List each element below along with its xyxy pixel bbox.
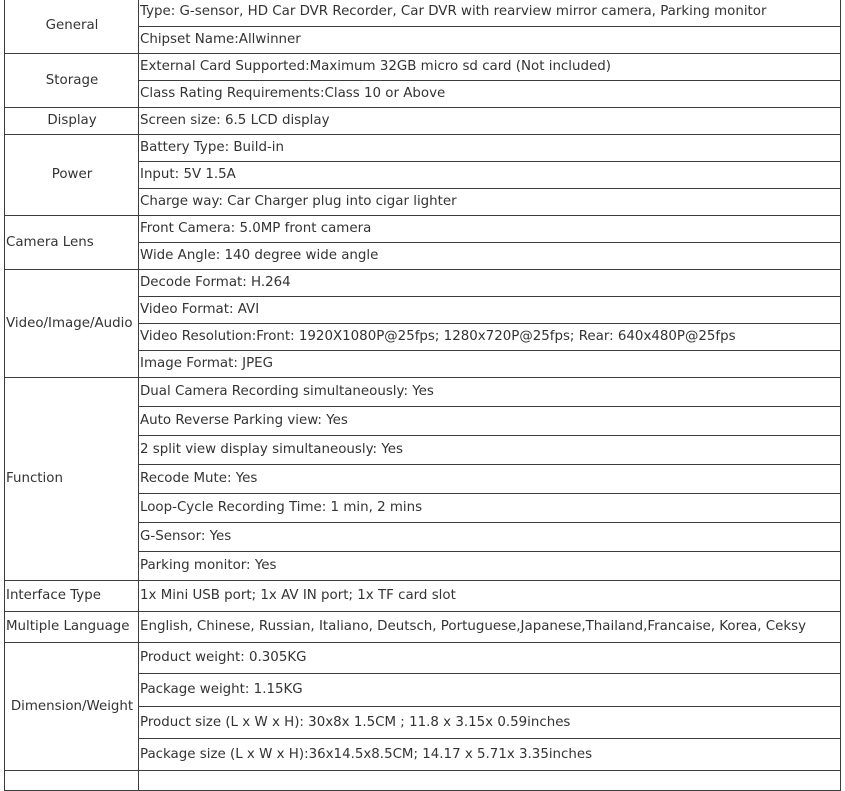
category-cell: Dimension/Weight [5, 643, 139, 771]
spec-value-cell: Input: 5V 1.5A [139, 162, 841, 189]
spec-value-cell: Video Format: AVI [139, 297, 841, 324]
spec-value-cell: Dual Camera Recording simultaneously: Yes [139, 378, 841, 407]
table-row [5, 54, 841, 81]
spec-value-cell: Class Rating Requirements:Class 10 or Above [139, 81, 841, 108]
spec-value-cell: Image Format: JPEG [139, 351, 841, 378]
category-cell: Display [5, 108, 139, 135]
table-row [5, 643, 841, 674]
spec-value-cell: Recode Mute: Yes [139, 465, 841, 494]
spec-value-cell: Decode Format: H.264 [139, 270, 841, 297]
category-cell: Camera Lens [5, 216, 139, 270]
spec-value-cell: Product weight: 0.305KG [139, 643, 841, 674]
spec-value-cell: Parking monitor: Yes [139, 552, 841, 581]
spec-value-cell: English, Chinese, Russian, Italiano, Deutsch, Portuguese,Japanese,Thailand,Francaise, Korea, Ceksy [139, 612, 841, 643]
table-row [5, 270, 841, 297]
spec-value-cell: External Card Supported:Maximum 32GB micro sd card (Not included) [139, 54, 841, 81]
table-row [5, 135, 841, 162]
spec-value-cell: 1x Mini USB port; 1x AV IN port; 1x TF card slot [139, 581, 841, 612]
category-cell: Multiple Language [5, 612, 139, 643]
spec-value-cell: Product size (L x W x H): 30x8x 1.5CM ; 11.8 x 3.15x 0.59inches [139, 707, 841, 739]
spec-value-cell: Screen size: 6.5 LCD display [139, 108, 841, 135]
table-row [5, 612, 841, 643]
table-row [5, 378, 841, 407]
table-row [5, 216, 841, 243]
spec-value-cell: Type: G-sensor, HD Car DVR Recorder, Car DVR with rearview mirror camera, Parking monitor [139, 0, 841, 27]
category-cell: Function [5, 378, 139, 581]
spec-value-cell: Front Camera: 5.0MP front camera [139, 216, 841, 243]
spec-value-cell: Wide Angle: 140 degree wide angle [139, 243, 841, 270]
spec-value-cell: Loop-Cycle Recording Time: 1 min, 2 mins [139, 494, 841, 523]
spec-value-cell: Auto Reverse Parking view: Yes [139, 407, 841, 436]
table-row [5, 581, 841, 612]
category-cell: General [5, 0, 139, 54]
spec-value-cell: Charge way: Car Charger plug into cigar lighter [139, 189, 841, 216]
category-cell: Interface Type [5, 581, 139, 612]
spec-value-cell: Video Resolution:Front: 1920X1080P@25fps; 1280x720P@25fps; Rear: 640x480P@25fps [139, 324, 841, 351]
spec-value-cell: Battery Type: Build-in [139, 135, 841, 162]
category-cell: Power [5, 135, 139, 216]
spec-table [4, 0, 841, 791]
spec-value-cell: Package weight: 1.15KG [139, 674, 841, 707]
table-row [5, 0, 841, 27]
spec-value-cell: Package size (L x W x H):36x14.5x8.5CM; 14.17 x 5.71x 3.35inches [139, 739, 841, 771]
spec-value-cell: 2 split view display simultaneously: Yes [139, 436, 841, 465]
spec-value-cell: Chipset Name:Allwinner [139, 27, 841, 54]
table-row [5, 108, 841, 135]
spec-value-cell: G-Sensor: Yes [139, 523, 841, 552]
category-cell: Video/Image/Audio [5, 270, 139, 378]
spec-table-body [5, 0, 841, 791]
category-cell: Storage [5, 54, 139, 108]
